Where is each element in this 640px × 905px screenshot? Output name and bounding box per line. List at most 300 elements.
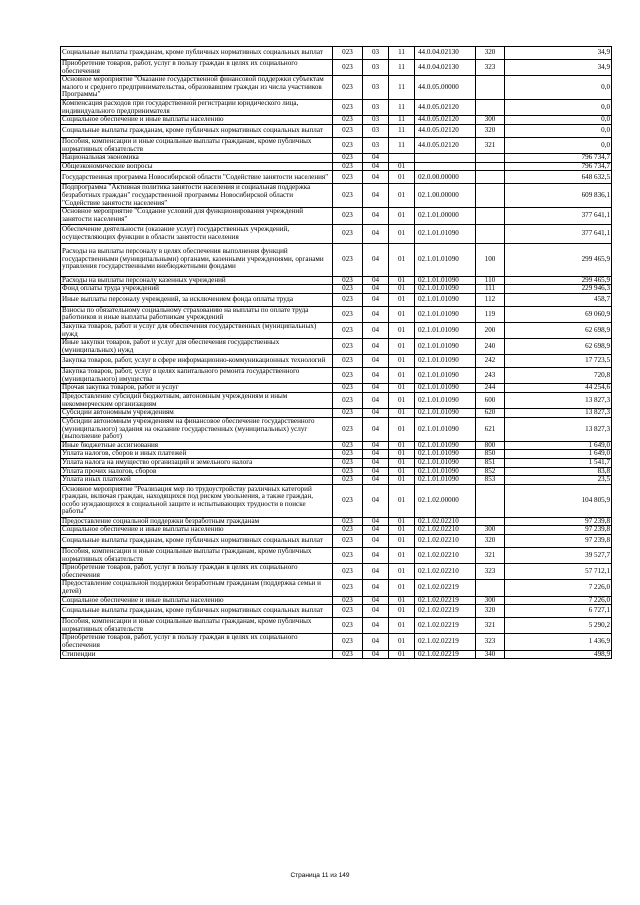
row-target-article-code: 02.1.01.00000 [415,208,476,224]
row-name: Социальное обеспечение и иные выплаты населению [61,596,333,605]
row-name: Приобретение товаров, работ, услуг в пользу граждан в целях их социального обеспечения [61,564,333,580]
row-subsection-code: 01 [389,384,415,393]
row-name: Закупка товаров, работ, услуг в целях капитального ремонта государственного (муниципального) имущества [61,368,333,384]
row-amount: 0,0 [505,124,612,137]
row-expense-type-code: 320 [476,124,505,137]
row-grbs-code: 023 [333,322,363,338]
row-grbs-code: 023 [333,124,363,137]
row-target-article-code: 02.1.01.01090 [415,476,476,485]
row-name: Предоставление субсидий бюджетным, автономным учреждениям и иным некоммерческим организациям [61,393,333,409]
row-grbs-code: 023 [333,417,363,441]
row-section-code: 04 [363,285,389,294]
row-name: Прочая закупка товаров, работ и услуг [61,384,333,393]
row-target-article-code: 02.1.00.00000 [415,184,476,208]
row-grbs-code: 023 [333,339,363,355]
row-amount: 609 836,1 [505,184,612,208]
table-row [61,116,612,125]
row-section-code: 04 [363,526,389,535]
row-amount: 648 632,5 [505,171,612,184]
row-target-article-code: 02.1.02.02210 [415,535,476,548]
row-target-article-code: 02.1.01.01090 [415,450,476,459]
row-target-article-code: 44.0.05.02120 [415,100,476,116]
row-expense-type-code: 621 [476,417,505,441]
row-amount: 13 827,3 [505,409,612,418]
table-row [61,476,612,485]
row-expense-type-code: 853 [476,476,505,485]
row-subsection-code: 01 [389,441,415,450]
row-grbs-code: 023 [333,476,363,485]
row-expense-type-code: 323 [476,634,505,650]
row-section-code: 04 [363,243,389,276]
row-amount: 377 641,1 [505,224,612,243]
row-amount: 1 436,9 [505,634,612,650]
row-amount: 720,8 [505,368,612,384]
row-target-article-code: 02.1.02.02219 [415,605,476,618]
row-subsection-code: 01 [389,526,415,535]
row-expense-type-code [476,208,505,224]
row-name: Социальное обеспечение и иные выплаты населению [61,116,333,125]
row-section-code: 04 [363,467,389,476]
row-subsection-code: 01 [389,517,415,526]
table-row [61,596,612,605]
row-subsection-code: 11 [389,116,415,125]
row-grbs-code: 023 [333,60,363,76]
row-subsection-code: 01 [389,322,415,338]
row-section-code: 04 [363,339,389,355]
row-expense-type-code [476,184,505,208]
row-name: Иные выплаты персоналу учреждений, за исключением фонда оплаты труда [61,293,333,306]
row-amount: 97 239,8 [505,535,612,548]
row-section-code: 04 [363,535,389,548]
row-section-code: 04 [363,548,389,564]
row-section-code: 04 [363,650,389,659]
row-target-article-code [415,154,476,163]
table-row [61,526,612,535]
row-subsection-code: 01 [389,596,415,605]
row-section-code: 03 [363,100,389,116]
row-section-code: 04 [363,634,389,650]
row-amount: 34,9 [505,47,612,60]
row-target-article-code: 44.0.05.02120 [415,116,476,125]
row-amount: 0,0 [505,100,612,116]
row-grbs-code: 023 [333,393,363,409]
row-grbs-code: 023 [333,517,363,526]
row-grbs-code: 023 [333,605,363,618]
row-target-article-code: 02.1.01.01090 [415,243,476,276]
row-subsection-code: 01 [389,162,415,171]
row-section-code: 03 [363,137,389,153]
row-grbs-code: 023 [333,441,363,450]
row-grbs-code: 023 [333,243,363,276]
row-grbs-code: 023 [333,384,363,393]
row-grbs-code: 023 [333,580,363,596]
row-grbs-code: 023 [333,526,363,535]
row-subsection-code: 01 [389,484,415,517]
row-name: Социальное обеспечение и иные выплаты населению [61,526,333,535]
row-subsection-code: 01 [389,184,415,208]
row-target-article-code: 44.0.04.02130 [415,60,476,76]
row-expense-type-code: 600 [476,393,505,409]
row-grbs-code: 023 [333,409,363,418]
table-row [61,535,612,548]
row-expense-type-code: 300 [476,596,505,605]
row-subsection-code: 01 [389,276,415,285]
table-row [61,618,612,634]
table-row [61,417,612,441]
row-target-article-code: 44.0.05.02120 [415,124,476,137]
table-row [61,450,612,459]
row-grbs-code: 023 [333,467,363,476]
table-row [61,171,612,184]
row-grbs-code: 023 [333,564,363,580]
row-expense-type-code: 320 [476,535,505,548]
row-grbs-code: 023 [333,154,363,163]
row-subsection-code: 11 [389,47,415,60]
row-amount: 0,0 [505,76,612,100]
row-subsection-code: 01 [389,355,415,368]
row-section-code: 04 [363,184,389,208]
row-name: Фонд оплаты труда учреждений [61,285,333,294]
row-name: Субсидии автономным учреждениям [61,409,333,418]
row-subsection-code: 01 [389,467,415,476]
row-subsection-code: 11 [389,76,415,100]
row-name: Пособия, компенсации и иные социальные выплаты гражданам, кроме публичных нормативных обязательств [61,618,333,634]
row-target-article-code: 44.0.05.02120 [415,137,476,153]
row-subsection-code [389,154,415,163]
row-grbs-code: 023 [333,459,363,468]
row-amount: 5 290,2 [505,618,612,634]
table-row [61,293,612,306]
row-subsection-code: 01 [389,535,415,548]
row-target-article-code: 02.1.02.02219 [415,618,476,634]
row-expense-type-code: 110 [476,276,505,285]
row-grbs-code: 023 [333,596,363,605]
row-section-code: 04 [363,459,389,468]
row-expense-type-code [476,162,505,171]
row-name: Стипендии [61,650,333,659]
table-row [61,650,612,659]
row-target-article-code: 02.1.02.02210 [415,526,476,535]
row-name: Государственная программа Новосибирской области "Содействие занятости населения" [61,171,333,184]
row-amount: 458,7 [505,293,612,306]
row-expense-type-code: 112 [476,293,505,306]
row-name: Уплата иных платежей [61,476,333,485]
row-subsection-code: 11 [389,124,415,137]
row-grbs-code: 023 [333,47,363,60]
table-row [61,154,612,163]
row-name: Компенсация расходов при государственной регистрации юридического лица, индивидуального предпринимателя [61,100,333,116]
table-row [61,100,612,116]
row-name: Социальные выплаты гражданам, кроме публичных нормативных социальных выплат [61,605,333,618]
row-subsection-code: 01 [389,650,415,659]
row-name: Подпрограмма "Активная политика занятости населения и социальная поддержка безработных граждан" государственной программы Новосибирской области "Содействие занятости населения" [61,184,333,208]
row-section-code: 04 [363,580,389,596]
table-row [61,162,612,171]
table-row [61,322,612,338]
row-grbs-code: 023 [333,450,363,459]
row-section-code: 04 [363,441,389,450]
row-amount: 377 641,1 [505,208,612,224]
row-section-code: 04 [363,368,389,384]
row-target-article-code [415,162,476,171]
row-name: Пособия, компенсации и иные социальные выплаты гражданам, кроме публичных нормативных обязательств [61,137,333,153]
row-section-code: 04 [363,484,389,517]
row-expense-type-code: 850 [476,450,505,459]
row-target-article-code: 02.1.01.01090 [415,393,476,409]
row-name: Общеэкономические вопросы [61,162,333,171]
row-section-code: 04 [363,154,389,163]
row-subsection-code: 01 [389,171,415,184]
table-row [61,60,612,76]
page-footer: Страница 11 из 149 [290,872,350,879]
row-section-code: 04 [363,355,389,368]
row-target-article-code: 02.1.01.01090 [415,409,476,418]
row-section-code: 04 [363,276,389,285]
row-amount: 62 698,9 [505,322,612,338]
row-target-article-code: 02.1.01.01090 [415,417,476,441]
row-grbs-code: 023 [333,618,363,634]
row-target-article-code: 02.1.01.01090 [415,384,476,393]
row-expense-type-code: 119 [476,306,505,322]
row-subsection-code: 01 [389,243,415,276]
row-expense-type-code: 300 [476,116,505,125]
row-subsection-code: 01 [389,450,415,459]
row-amount: 0,0 [505,137,612,153]
row-expense-type-code: 100 [476,243,505,276]
row-section-code: 03 [363,116,389,125]
budget-table [60,46,612,659]
row-section-code: 04 [363,564,389,580]
row-name: Социальные выплаты гражданам, кроме публичных нормативных социальных выплат [61,124,333,137]
row-subsection-code: 01 [389,409,415,418]
row-target-article-code: 02.1.01.01090 [415,306,476,322]
row-subsection-code: 11 [389,137,415,153]
row-section-code: 03 [363,47,389,60]
row-section-code: 04 [363,393,389,409]
row-section-code: 03 [363,124,389,137]
row-amount: 0,0 [505,116,612,125]
row-expense-type-code: 800 [476,441,505,450]
table-row [61,224,612,243]
row-name: Закупка товаров, работ и услуг для обеспечения государственных (муниципальных) нужд [61,322,333,338]
row-amount: 6 727,1 [505,605,612,618]
row-target-article-code: 02.1.01.01090 [415,276,476,285]
row-amount: 7 226,0 [505,580,612,596]
row-name: Закупка товаров, работ, услуг в сфере информационно-коммуникационных технологий [61,355,333,368]
row-subsection-code: 01 [389,224,415,243]
row-target-article-code: 02.1.01.01090 [415,285,476,294]
row-grbs-code: 023 [333,535,363,548]
row-grbs-code: 023 [333,484,363,517]
row-grbs-code: 023 [333,184,363,208]
row-target-article-code: 02.1.02.00000 [415,484,476,517]
row-amount: 7 226,0 [505,596,612,605]
row-subsection-code: 01 [389,306,415,322]
row-subsection-code: 01 [389,618,415,634]
row-section-code: 04 [363,476,389,485]
row-grbs-code: 023 [333,116,363,125]
row-grbs-code: 023 [333,171,363,184]
table-row [61,384,612,393]
row-amount: 13 827,3 [505,417,612,441]
row-target-article-code: 44.0.04.02130 [415,47,476,60]
row-name: Предоставление социальной поддержки безработным гражданам [61,517,333,526]
row-amount: 299 465,9 [505,276,612,285]
row-expense-type-code [476,484,505,517]
row-expense-type-code: 320 [476,47,505,60]
table-row [61,306,612,322]
row-grbs-code: 023 [333,285,363,294]
row-section-code: 04 [363,171,389,184]
table-row [61,580,612,596]
row-section-code: 04 [363,618,389,634]
row-grbs-code: 023 [333,208,363,224]
table-row [61,47,612,60]
row-target-article-code: 02.1.01.01090 [415,459,476,468]
row-expense-type-code [476,76,505,100]
row-expense-type-code: 851 [476,459,505,468]
row-target-article-code: 02.1.01.01090 [415,224,476,243]
row-expense-type-code [476,100,505,116]
row-name: Социальные выплаты гражданам, кроме публичных нормативных социальных выплат [61,47,333,60]
row-amount: 17 723,5 [505,355,612,368]
row-subsection-code: 01 [389,459,415,468]
row-target-article-code: 02.1.01.01090 [415,368,476,384]
row-name: Обеспечение деятельности (оказание услуг) государственных учреждений, осуществляющих функции в области занятости населения [61,224,333,243]
row-amount: 498,9 [505,650,612,659]
table-row [61,605,612,618]
row-target-article-code: 02.1.01.01090 [415,441,476,450]
row-amount: 62 698,9 [505,339,612,355]
row-amount: 34,9 [505,60,612,76]
row-grbs-code: 023 [333,162,363,171]
row-expense-type-code: 321 [476,618,505,634]
table-row [61,459,612,468]
row-amount: 97 239,8 [505,526,612,535]
row-section-code: 04 [363,517,389,526]
row-name: Пособия, компенсации и иные социальные выплаты гражданам, кроме публичных нормативных обязательств [61,548,333,564]
row-expense-type-code: 300 [476,526,505,535]
row-expense-type-code: 242 [476,355,505,368]
row-target-article-code: 02.1.02.02210 [415,548,476,564]
row-target-article-code: 02.1.02.02219 [415,596,476,605]
row-name: Уплата налога на имущество организаций и земельного налога [61,459,333,468]
table-row [61,285,612,294]
row-grbs-code: 023 [333,548,363,564]
row-section-code: 03 [363,60,389,76]
row-name: Основное мероприятие "Создание условий для функционирования учреждений занятости населения" [61,208,333,224]
row-grbs-code: 023 [333,76,363,100]
row-amount: 97 239,8 [505,517,612,526]
row-subsection-code: 01 [389,634,415,650]
row-amount: 229 946,3 [505,285,612,294]
row-subsection-code: 11 [389,100,415,116]
row-expense-type-code: 852 [476,467,505,476]
row-target-article-code: 02.0.00.00000 [415,171,476,184]
row-grbs-code: 023 [333,368,363,384]
row-grbs-code: 023 [333,355,363,368]
row-subsection-code: 01 [389,293,415,306]
row-expense-type-code: 200 [476,322,505,338]
row-name: Социальные выплаты гражданам, кроме публичных нормативных социальных выплат [61,535,333,548]
row-amount: 104 805,9 [505,484,612,517]
row-expense-type-code [476,517,505,526]
row-target-article-code: 02.1.02.02210 [415,517,476,526]
row-amount: 44 254,6 [505,384,612,393]
row-expense-type-code [476,154,505,163]
row-section-code: 04 [363,208,389,224]
row-subsection-code: 01 [389,285,415,294]
row-subsection-code: 01 [389,580,415,596]
row-expense-type-code: 320 [476,605,505,618]
table-row [61,517,612,526]
table-row [61,243,612,276]
row-subsection-code: 01 [389,548,415,564]
row-subsection-code: 01 [389,476,415,485]
row-grbs-code: 023 [333,100,363,116]
row-expense-type-code [476,580,505,596]
row-subsection-code: 01 [389,605,415,618]
row-grbs-code: 023 [333,293,363,306]
row-expense-type-code: 111 [476,285,505,294]
row-name: Расходы на выплаты персоналу казенных учреждений [61,276,333,285]
row-expense-type-code: 340 [476,650,505,659]
row-grbs-code: 023 [333,306,363,322]
row-section-code: 04 [363,596,389,605]
row-section-code: 04 [363,162,389,171]
row-subsection-code: 01 [389,564,415,580]
table-row [61,441,612,450]
row-amount: 13 827,3 [505,393,612,409]
row-expense-type-code: 620 [476,409,505,418]
table-row [61,208,612,224]
table-row [61,368,612,384]
row-section-code: 04 [363,409,389,418]
table-row [61,409,612,418]
row-target-article-code: 02.1.02.02219 [415,634,476,650]
table-row [61,634,612,650]
row-target-article-code: 02.1.02.02219 [415,650,476,659]
row-target-article-code: 02.1.01.01090 [415,355,476,368]
row-expense-type-code: 321 [476,548,505,564]
row-amount: 796 734,7 [505,154,612,163]
row-name: Уплата прочих налогов, сборов [61,467,333,476]
row-name: Субсидии автономным учреждениям на финансовое обеспечение государственного (муниципального) задания на оказание государственных (муниципальных) услуг (выполнение работ) [61,417,333,441]
row-grbs-code: 023 [333,634,363,650]
row-expense-type-code: 323 [476,564,505,580]
row-target-article-code: 02.1.01.01090 [415,467,476,476]
row-name: Основное мероприятие "Реализация мер по трудоустройству различных категорий граждан, включая граждан, находящихся под риском увольнения, а также граждан, особо нуждающихся в социальной защите и испытывающих трудности в поиске работы" [61,484,333,517]
row-amount: 57 712,1 [505,564,612,580]
row-section-code: 04 [363,417,389,441]
row-expense-type-code [476,171,505,184]
row-subsection-code: 11 [389,60,415,76]
table-row [61,564,612,580]
row-section-code: 04 [363,293,389,306]
row-section-code: 04 [363,450,389,459]
row-section-code: 04 [363,322,389,338]
row-target-article-code: 02.1.01.01090 [415,322,476,338]
row-name: Предоставление социальной поддержки безработным гражданам (поддержка семьи и детей) [61,580,333,596]
table-row [61,467,612,476]
table-row [61,137,612,153]
row-expense-type-code: 244 [476,384,505,393]
row-expense-type-code: 321 [476,137,505,153]
row-target-article-code: 02.1.02.02219 [415,580,476,596]
row-subsection-code: 01 [389,393,415,409]
table-row [61,339,612,355]
row-subsection-code: 01 [389,208,415,224]
